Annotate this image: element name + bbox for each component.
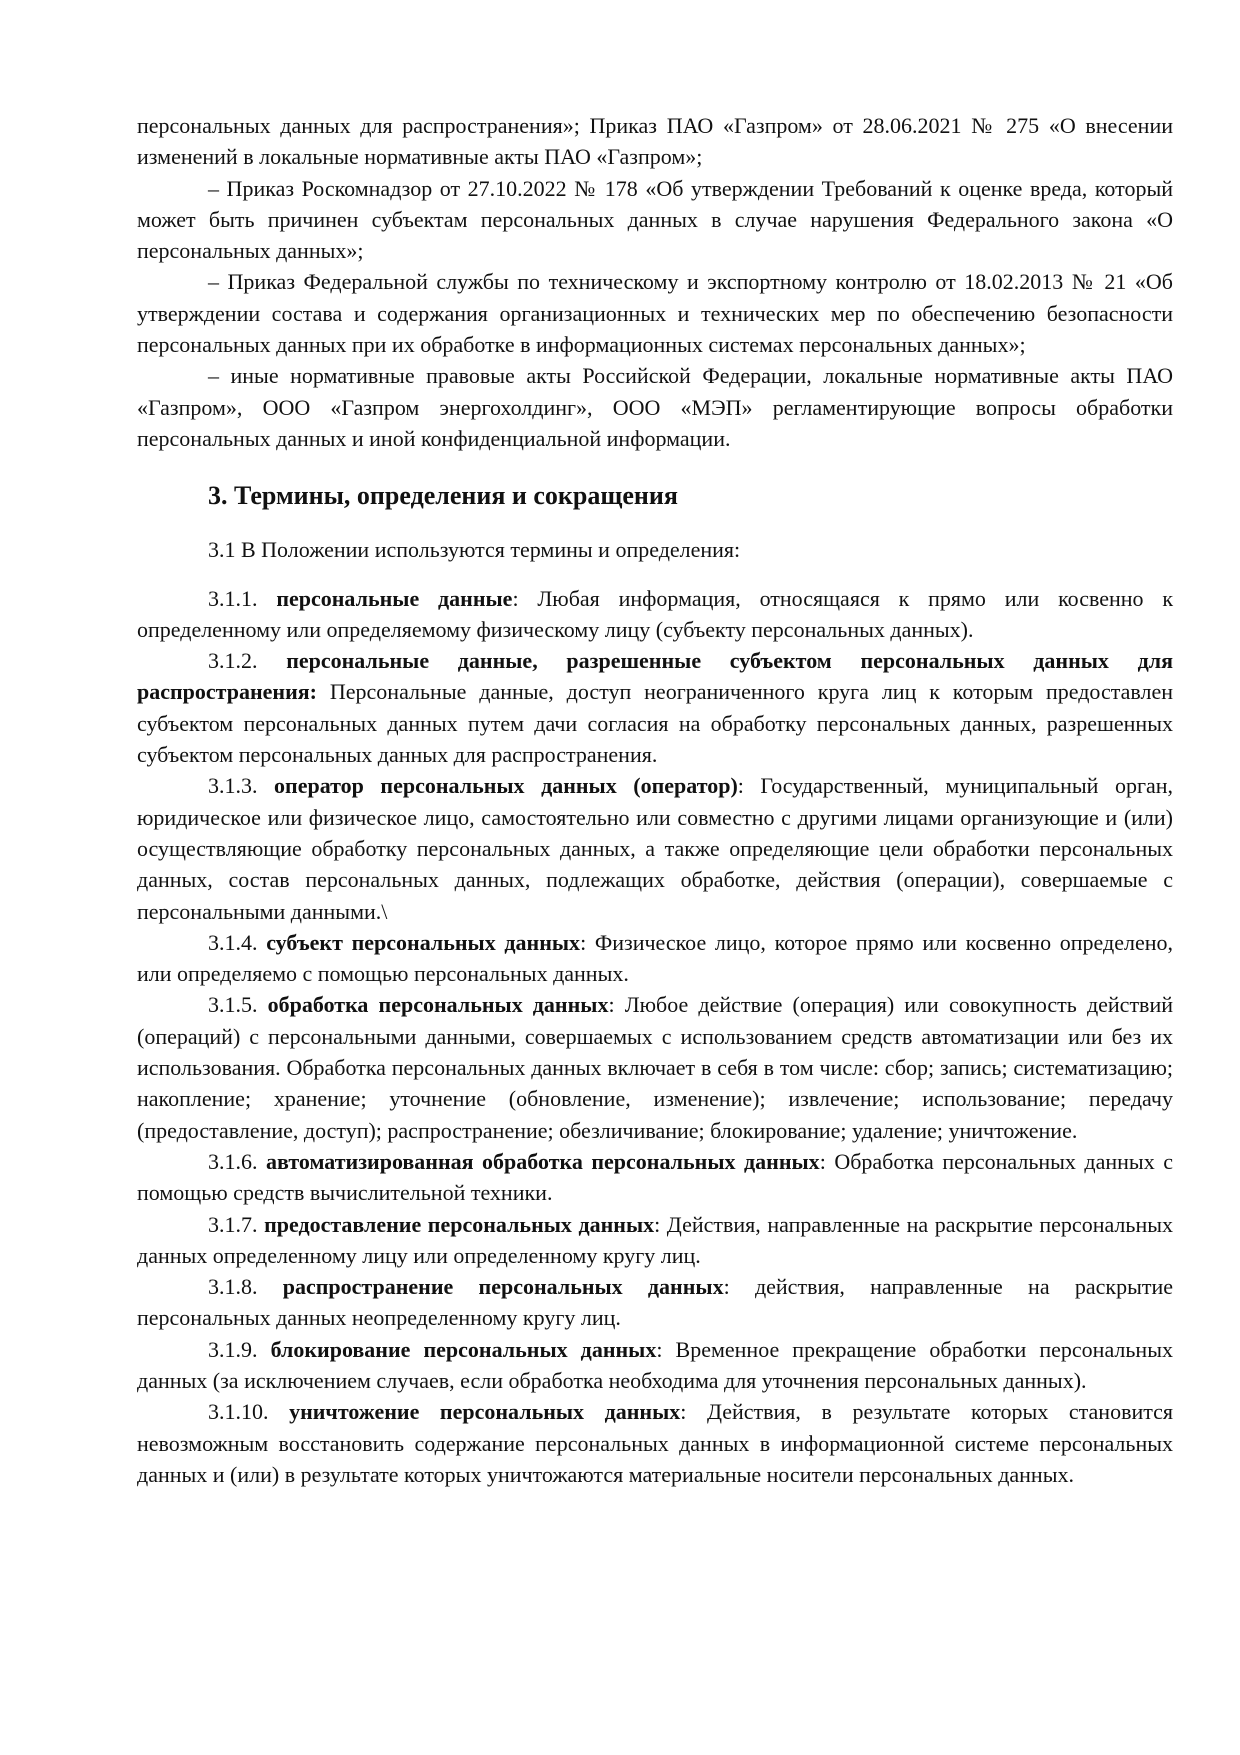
term-number: 3.1.10. <box>208 1399 290 1425</box>
term-name: субъект персональных данных <box>266 929 581 955</box>
term-3-1-8 <box>137 1271 1173 1334</box>
term-number: 3.1.1. <box>208 585 277 611</box>
term-definition: : Любая информация, относящаяся к прямо или косвенно к определенному или определяемому физическому лицу (субъекту персональных данных). <box>137 585 1174 642</box>
term-name: персональные данные, разрешенные субъектом персональных данных для распространения: <box>137 648 1173 705</box>
intro-paragraph-1: персональных данных для распространения»; Приказ ПАО «Газпром» от 28.06.2021 № 275 «О внесении изменений в локальные нормативные акты ПАО «Газпром»; <box>137 113 1173 170</box>
term-name: персональные данные <box>276 585 513 611</box>
section-heading: 3. Термины, определения и сокращения <box>208 481 678 511</box>
intro-paragraph-3: – Приказ Федеральной службы по техническому и экспортному контролю от 18.02.2013 № 21 «Об утверждении состава и содержания организационных и технических мер по обеспечению безопасности персональных данных при их обработке в информационных системах персональных данных»; <box>137 269 1173 358</box>
term-definition: : Обработка персональных данных с помощью средств вычислительной техники. <box>137 1148 1173 1206</box>
term-3-1-1 <box>137 583 1173 646</box>
term-definition: : Любое действие (операция) или совокупность действий (операций) с персональными данными, совершаемых с использованием средств автоматизации или без их использования. Обработка персональных данных включает в себя в том числе: сбор; запись; систематизацию; накопление; хранение; уточнение (обновление, изменение); извлечение; использование; передачу (предоставление, доступ); распространение; обезличивание; блокирование; удаление; уничтожение. <box>137 992 1173 1143</box>
term-name: блокирование персональных данных <box>270 1336 657 1362</box>
term-name: оператор персональных данных (оператор) <box>274 773 738 799</box>
term-definition: : Государственный, муниципальный орган, юридическое или физическое лицо, самостоятельно или совместно с другими лицами организующие и (или) осуществляющие обработку персональных данных, а также определяющие цели обработки персональных данных, состав персональных данных, подлежащих обработке, действия (операции), совершаемые с персональными данными.\ <box>137 773 1173 924</box>
term-name: автоматизированная обработка персональных данных <box>266 1148 820 1174</box>
term-3-1-6 <box>137 1146 1173 1209</box>
document-page <box>137 110 1173 1490</box>
term-number: 3.1.2. <box>208 648 287 674</box>
term-name: распространение персональных данных <box>282 1274 724 1300</box>
intro-paragraph-2: – Приказ Роскомнадзор от 27.10.2022 № 178 «Об утверждении Требований к оценке вреда, который может быть причинен субъектам персональных данных в случае нарушения Федерального закона «О персональных данных»; <box>137 175 1173 264</box>
term-definition: : действия, направленные на раскрытие персональных данных неопределенному кругу лиц. <box>137 1274 1173 1331</box>
term-3-1-10 <box>137 1396 1173 1490</box>
term-definition: Персональные данные, доступ неограниченного круга лиц к которым предоставлен субъектом персональных данных путем дачи согласия на обработку персональных данных, разрешенных субъектом персональных данных для распространения. <box>137 679 1173 768</box>
term-3-1-5 <box>137 989 1173 1145</box>
term-number: 3.1.3. <box>208 773 275 799</box>
term-number: 3.1.8. <box>208 1274 283 1300</box>
term-number: 3.1.6. <box>208 1148 267 1174</box>
term-definition: : Физическое лицо, которое прямо или косвенно определено, или определяемо с помощью персональных данных. <box>137 929 1173 987</box>
term-name: предоставление персональных данных <box>264 1211 655 1237</box>
term-3-1-3 <box>137 770 1173 926</box>
term-name: уничтожение персональных данных <box>289 1399 681 1425</box>
term-name: обработка персональных данных <box>267 992 609 1018</box>
intro-paragraph-4: – иные нормативные правовые акты Российской Федерации, локальные нормативные акты ПАО «Газпром», ООО «Газпром энергохолдинг», ООО «МЭП» регламентирующие вопросы обработки персональных данных и иной конфиденциальной информации. <box>137 363 1173 451</box>
term-3-1-9 <box>137 1334 1173 1397</box>
term-number: 3.1.7. <box>208 1211 265 1237</box>
term-definition: : Действия, в результате которых становится невозможным восстановить содержание персональных данных в информационной системе персональных данных и (или) в результате которых уничтожаются материальные носители персональных данных. <box>137 1399 1174 1487</box>
term-3-1-2 <box>137 645 1173 770</box>
section-lead: 3.1 В Положении используются термины и определения: <box>208 537 741 563</box>
term-number: 3.1.5. <box>208 992 268 1018</box>
term-number: 3.1.9. <box>208 1336 271 1362</box>
term-number: 3.1.4. <box>208 929 267 955</box>
term-3-1-7 <box>137 1209 1173 1272</box>
term-definition: : Временное прекращение обработки персональных данных (за исключением случаев, если обработка необходима для уточнения персональных данных). <box>137 1336 1173 1393</box>
term-3-1-4 <box>137 927 1173 990</box>
term-definition: : Действия, направленные на раскрытие персональных данных определенному лицу или определенному кругу лиц. <box>137 1211 1173 1268</box>
